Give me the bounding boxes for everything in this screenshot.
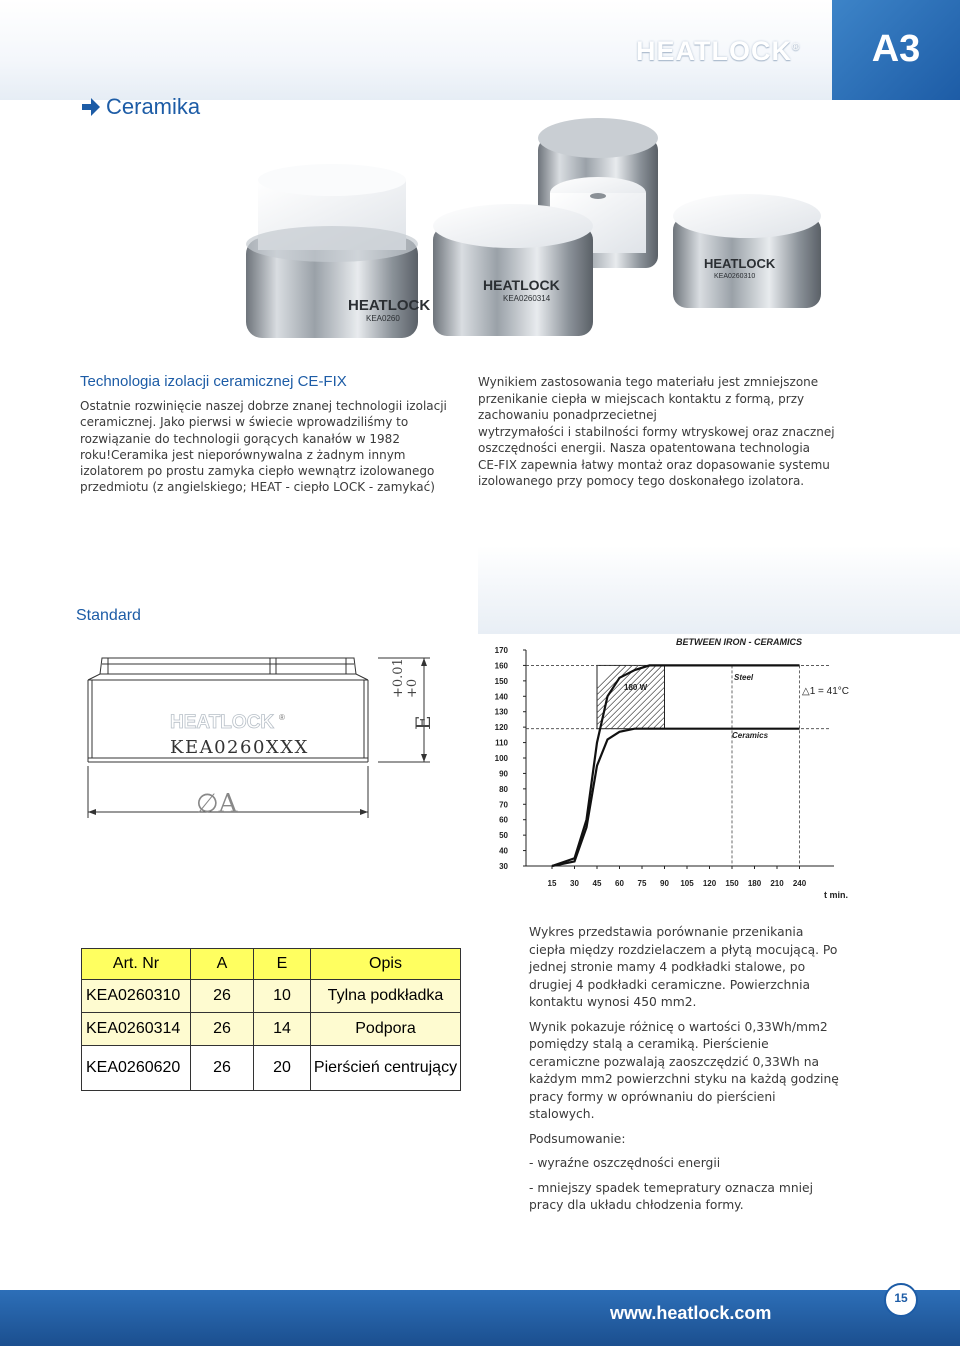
chart-series-label-steel: Steel [734,673,754,682]
table-header: E [254,949,311,980]
drawing-part-code: KEA0260XXX [170,737,309,758]
product-ring-left [246,164,430,338]
chart-y-tick-label: 130 [494,707,508,717]
summary-paragraph: Wynik pokazuje różnicę o wartości 0,33Wh/mm2 pomiędzy stalą a ceramiką. Pierścienie ceramiczne pozwalają zaoszczędzić 0,33Wh na każdym mm2 powierzchni styku na każdą godzinę pracy formy w oprównaniu do pierścieni stalowych. [529,1019,839,1121]
intro-line: izolowanego przy pomocy tego doskonałego izolatora. [478,474,805,488]
table-cell: Podpora [311,1013,461,1046]
chart-y-tick-label: 30 [499,862,508,871]
intro-line: ceramicznej. Jako pierwsi w świecie wprowadziliśmy to [80,415,409,430]
table-cell: Tylna podkładka [311,980,461,1013]
intro-left-column [80,373,460,496]
chart-delta-label: △1 = 41°C [802,686,849,697]
chart-y-tick-label: 160 [494,661,508,671]
chart-x-tick-label: 75 [637,879,647,888]
chart-x-tick-label: 210 [770,879,784,888]
photo-code-1: KEA0260 [366,314,400,323]
page-number: 15 [894,1291,908,1305]
intro-line: roku!Ceramika jest nieporównywalna z żadnym innym [80,447,406,462]
intro-line: izolatorem po prostu zamyka ciepło wewnątrz izolowanego [80,464,435,479]
intro-line: przedmiotu (z angielskiego; HEAT - ciepło LOCK - zamykać) [80,480,435,495]
intro-line: zachowaniu ponadprzecietnej [478,408,657,422]
summary-paragraph: Podsumowanie: [529,1131,626,1146]
spec-table [81,948,461,1091]
intro-line: oszczędności energii. Nasza opatentowana technologia [478,441,811,455]
chart-x-tick-label: 90 [660,879,669,888]
footer-bar [0,1290,960,1346]
chart-x-tick-label: 240 [792,879,807,888]
title-row [80,94,200,120]
chart-x-tick-label: 150 [725,879,739,888]
photo-brand-1: HEATLOCK [348,297,431,314]
table-cell: 10 [254,980,311,1013]
chart-y-tick-label: 120 [494,723,508,733]
table-header: A [191,949,254,980]
chart-x-tick-label: 180 [747,879,762,888]
table-cell: 20 [254,1046,311,1091]
intro-line: CE-FIX zapewnia łatwy montaż oraz dopasowanie systemu [478,457,830,472]
intro-right-column [478,374,848,490]
table-row [82,1013,461,1046]
intro-line: wytrzymałości i stabilności formy wtryskowej oraz znacznej [478,424,835,439]
photo-brand-3: HEATLOCK [704,256,776,271]
table-cell: KEA0260620 [82,1046,191,1091]
product-ring-middle [433,204,593,336]
table-cell: 26 [191,1013,254,1046]
table-cell: 14 [254,1013,311,1046]
chart-y-tick-label: 150 [494,676,508,686]
summary-paragraph: - wyraźne oszczędności energii [529,1156,721,1170]
chart-y-tick-label: 60 [499,815,508,825]
table-cell: 26 [191,1046,254,1091]
intro-line: Ostatnie rozwinięcie naszej dobrze znanej technologii izolacji [80,399,447,413]
table-header: Art. Nr [82,949,191,980]
table-row [82,1046,461,1091]
technical-drawing [78,640,438,830]
intro-line: przenikanie ciepła w miejscach kontaktu z formą, przy [478,391,805,406]
chart-title: BETWEEN IRON - CERAMICS [676,637,802,647]
header-bar [0,0,960,100]
chart-y-tick-label: 80 [499,784,508,794]
decorative-band [478,546,960,634]
product-ring-right [673,194,821,308]
table-cell: KEA0260314 [82,1013,191,1046]
chart-x-tick-label: 60 [615,879,624,888]
chart-x-tick-label: 15 [547,879,557,888]
chart-hatched-label: 180 W [624,683,648,692]
chart-y-tick-label: 110 [495,738,508,748]
drawing-brand-mark: ® [279,713,285,722]
website-link[interactable]: www.heatlock.com [610,1303,772,1323]
dimension-a-label: ∅A [196,789,238,819]
summary-paragraph: - mniejszy spadek temepratury oznacza mniej pracy dla układu chłodzenia formy. [529,1180,814,1212]
chart-y-tick-label: 50 [499,831,508,841]
tolerance-upper: +0.01 [391,658,406,698]
product-photo [228,118,848,358]
table-cell: Pierścień centrujący [311,1046,461,1091]
table-header-row [82,949,461,980]
intro-line: rozwiązanie do technologii gorących kanałów w 1982 [80,431,400,446]
table-cell: 26 [191,980,254,1013]
chart-x-label: t min. [824,890,848,900]
photo-code-3: KEA0260310 [714,273,756,280]
photo-brand-2: HEATLOCK [483,277,560,293]
drawing-brand: HEATLOCK [170,712,275,733]
chart-y-tick-label: 170 [494,646,508,655]
chart-x-tick-label: 45 [592,879,602,888]
table-row [82,980,461,1013]
chart-y-tick-label: 90 [499,769,508,779]
chart-x-tick-label: 30 [570,879,579,888]
heat-chart [482,636,854,904]
summary-column [529,924,839,1222]
page-title: Ceramika [106,94,201,119]
arrow-right-icon [80,96,102,118]
photo-code-2: KEA0260314 [503,294,551,303]
intro-line: Wynikiem zastosowania tego materiału jest zmniejszone [478,375,819,389]
section-subtitle: Technologia izolacji ceramicznej CE-FIX [80,373,347,390]
standard-label: Standard [76,607,141,624]
brand-logo: HEATLOCK® [636,36,801,66]
chart-y-tick-label: 100 [494,754,508,763]
section-code: A3 [871,28,921,70]
chart-y-tick-label: 70 [499,800,508,810]
chart-y-tick-label: 140 [494,692,508,702]
chart-series-label-ceramics: Ceramics [732,731,769,740]
table-header: Opis [311,949,461,980]
chart-x-tick-label: 105 [680,879,694,888]
dimension-e-label: E [411,715,435,730]
tolerance-lower: +0 [405,678,420,698]
summary-paragraph: Wykres przedstawia porównanie przenikania ciepła między rozdzielaczem a płytą mocującą. Po jednej stronie mamy 4 podkładki stalowe, po drugiej 4 podkładki ceramiczne. Powierzchnia kontaktu wynosi 450 mm2. [529,925,838,1009]
chart-x-tick-label: 120 [702,879,717,888]
table-cell: KEA0260310 [82,980,191,1013]
chart-y-tick-label: 40 [499,846,508,856]
